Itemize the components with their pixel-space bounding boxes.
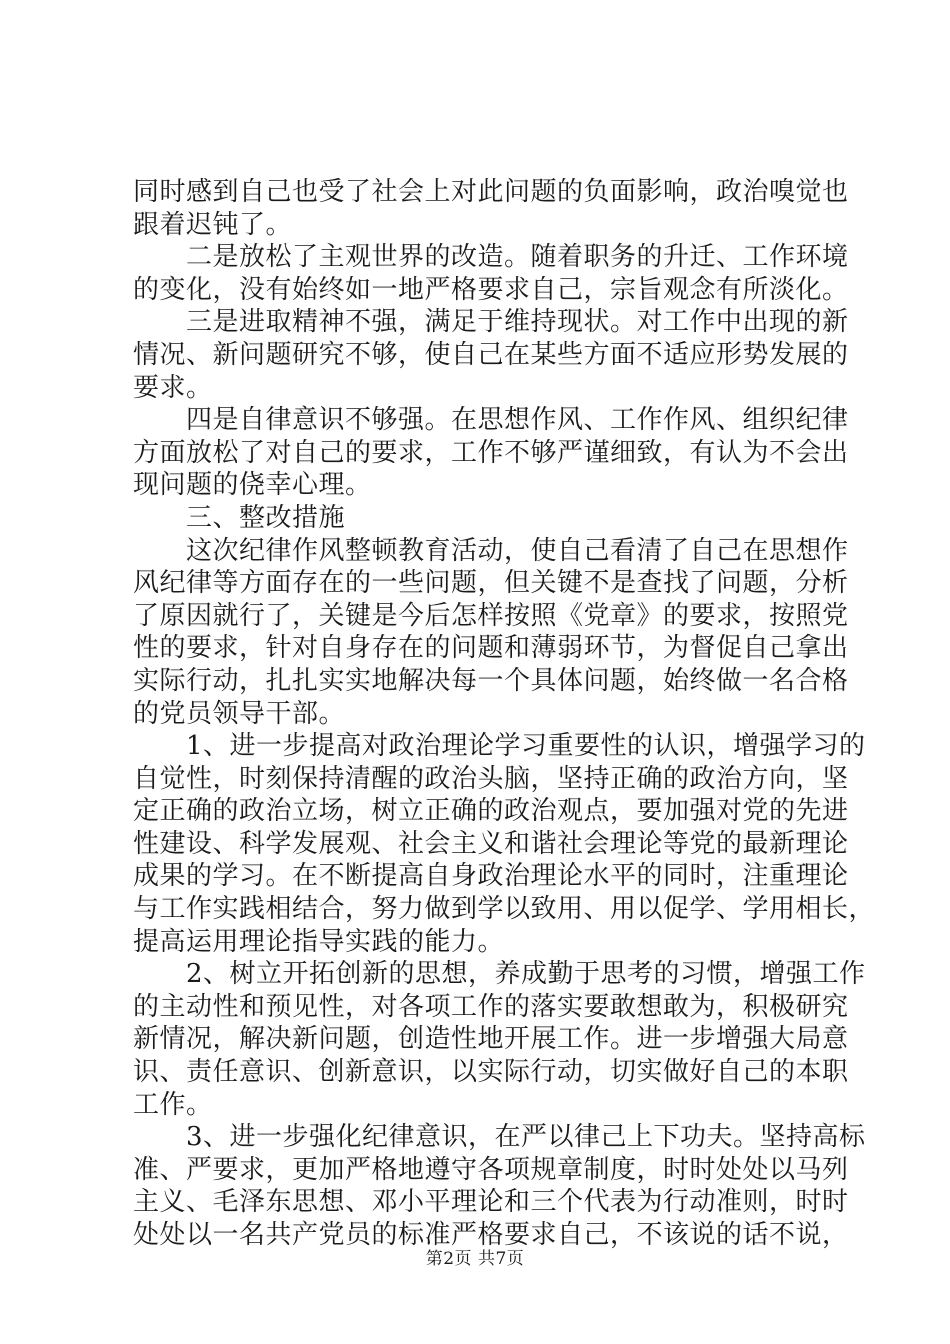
text-line: 三是进取精神不强，满足于维持现状。对工作中出现的新	[133, 307, 849, 338]
text-line: 二是放松了主观世界的改造。随着职务的升迁、工作环境	[133, 242, 849, 273]
text-line: 要求。	[133, 372, 213, 403]
text-line: 实际行动，扎扎实实地解决每一个具体问题，始终做一名合格	[133, 665, 849, 696]
text-line: 的变化，没有始终如一地严格要求自己，宗旨观念有所淡化。	[133, 274, 849, 305]
document-body	[133, 176, 876, 1252]
text-line: 定正确的政治立场，树立正确的政治观点，要加强对党的先进	[133, 796, 849, 827]
text-line: 工作。	[133, 1089, 213, 1120]
text-line: 同时感到自己也受了社会上对此问题的负面影响，政治嗅觉也	[133, 177, 849, 207]
text-line: 方面放松了对自己的要求，工作不够严谨细致，有认为不会出	[133, 437, 849, 468]
text-line: 3、进一步强化纪律意识，在严以律己上下功夫。坚持高标	[133, 1122, 866, 1153]
text-line: 识、责任意识、创新意识，以实际行动，切实做好自己的本职	[133, 1057, 849, 1088]
text-line: 跟着迟钝了。	[133, 209, 293, 240]
page-number-footer: 第2页 共7页	[425, 1249, 525, 1269]
text-line: 的主动性和预见性，对各项工作的落实要敢想敢为，积极研究	[133, 991, 849, 1022]
text-line: 三、整改措施	[133, 502, 346, 533]
text-line: 成果的学习。在不断提高自身政治理论水平的同时，注重理论	[133, 861, 849, 892]
text-line: 1、进一步提高对政治理论学习重要性的认识，增强学习的	[133, 731, 866, 762]
text-line: 提高运用理论指导实践的能力。	[133, 926, 505, 957]
text-line: 主义、毛泽东思想、邓小平理论和三个代表为行动准则，时时	[133, 1187, 849, 1218]
text-line: 现问题的侥幸心理。	[133, 470, 372, 501]
text-line: 了原因就行了，关键是今后怎样按照《党章》的要求，按照党	[133, 600, 849, 631]
text-line: 这次纪律作风整顿教育活动，使自己看清了自己在思想作	[133, 535, 849, 566]
text-line: 性建设、科学发展观、社会主义和谐社会理论等党的最新理论	[133, 828, 849, 859]
text-line: 性的要求，针对自身存在的问题和薄弱环节，为督促自己拿出	[133, 633, 849, 664]
text-line: 的党员领导干部。	[133, 698, 346, 729]
text-line: 四是自律意识不够强。在思想作风、工作作风、组织纪律	[133, 405, 849, 436]
text-line: 处处以一名共产党员的标准严格要求自己，不该说的话不说，	[133, 1220, 849, 1250]
text-line: 新情况，解决新问题，创造性地开展工作。进一步增强大局意	[133, 1024, 849, 1055]
text-line: 2、树立开拓创新的思想，养成勤于思考的习惯，增强工作	[133, 959, 866, 990]
text-line: 准、严要求，更加严格地遵守各项规章制度，时时处处以马列	[133, 1154, 849, 1185]
text-line: 自觉性，时刻保持清醒的政治头脑，坚持正确的政治方向，坚	[133, 763, 849, 794]
text-line: 情况、新问题研究不够，使自己在某些方面不适应形势发展的	[133, 339, 849, 370]
text-line: 与工作实践相结合，努力做到学以致用、用以促学、学用相长，	[133, 894, 876, 925]
text-line: 风纪律等方面存在的一些问题，但关键不是查找了问题，分析	[133, 568, 849, 599]
